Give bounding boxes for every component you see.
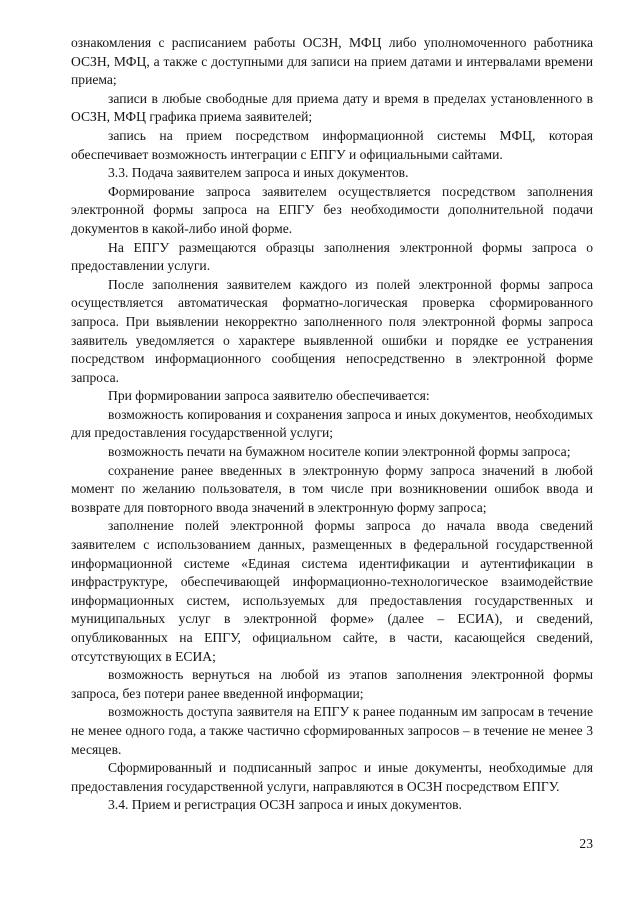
paragraph-3: запись на прием посредством информационной системы МФЦ, которая обеспечивает возможность интеграции с ЕПГУ и официальными сайтами. bbox=[71, 127, 593, 162]
paragraph-12: заполнение полей электронной формы запроса до начала ввода сведений заявителем с использованием данных, размещенных в федеральной государственной информационной системе «Единая система идентификации и аутентификации в инфраструктуре, обеспечивающей информационно-технологическое взаимодействие информационных систем, используемых для предоставления государственных и муниципальных услуг в электронной форме» (далее – ЕСИА), и сведений, опубликованных на ЕПГУ, официальном сайте, в части, касающейся сведений, отсутствующих в ЕСИА; bbox=[71, 518, 593, 664]
paragraph-11: сохранение ранее введенных в электронную форму запроса значений в любой момент по желанию пользователя, в том числе при возникновении ошибок ввода и возврате для повторного ввода значений в электронную форму запроса; bbox=[71, 462, 593, 515]
paragraph-10: возможность печати на бумажном носителе копии электронной формы запроса; bbox=[108, 444, 571, 460]
section-heading-3-3: 3.3. Подача заявителем запроса и иных документов. bbox=[108, 165, 409, 181]
paragraph-8: При формировании запроса заявителю обеспечивается: bbox=[108, 388, 430, 404]
paragraph-5: Формирование запроса заявителем осуществляется посредством заполнения электронной формы запроса на ЕПГУ без необходимости дополнительной подачи документов в какой-либо иной форме. bbox=[71, 183, 593, 236]
paragraph-7: После заполнения заявителем каждого из полей электронной формы запроса осуществляется автоматическая форматно-логическая проверка сформированного запроса. При выявлении некорректно заполненного поля электронной формы запроса заявитель уведомляется о характере выявленной ошибки и порядке ее устранения посредством информационного сообщения непосредственно в электронной форме запроса. bbox=[71, 276, 593, 385]
paragraph-9: возможность копирования и сохранения запроса и иных документов, необходимых для предоставления государственной услуги; bbox=[71, 406, 593, 441]
paragraph-1: ознакомления с расписанием работы ОСЗН, МФЦ либо уполномоченного работника ОСЗН, МФЦ, а также с доступными для записи на прием датами и интервалами времени приема; bbox=[71, 35, 593, 88]
section-heading-3-4: 3.4. Прием и регистрация ОСЗН запроса и иных документов. bbox=[108, 797, 462, 813]
paragraph-6: На ЕПГУ размещаются образцы заполнения электронной формы запроса о предоставлении услуги. bbox=[71, 239, 593, 274]
paragraph-15: Сформированный и подписанный запрос и иные документы, необходимые для предоставления государственной услуги, направляются в ОСЗН посредством ЕПГУ. bbox=[71, 760, 593, 794]
document-body bbox=[71, 34, 593, 815]
paragraph-14: возможность доступа заявителя на ЕПГУ к ранее поданным им запросам в течение не менее одного года, а также частично сформированных запросов – в течение не менее 3 месяцев. bbox=[71, 704, 593, 757]
paragraph-13: возможность вернуться на любой из этапов заполнения электронной формы запроса, без потери ранее введенной информации; bbox=[71, 667, 593, 701]
paragraph-2: записи в любые свободные для приема дату и время в пределах установленного в ОСЗН, МФЦ графика приема заявителей; bbox=[71, 90, 593, 125]
page-number: 23 bbox=[579, 836, 593, 851]
